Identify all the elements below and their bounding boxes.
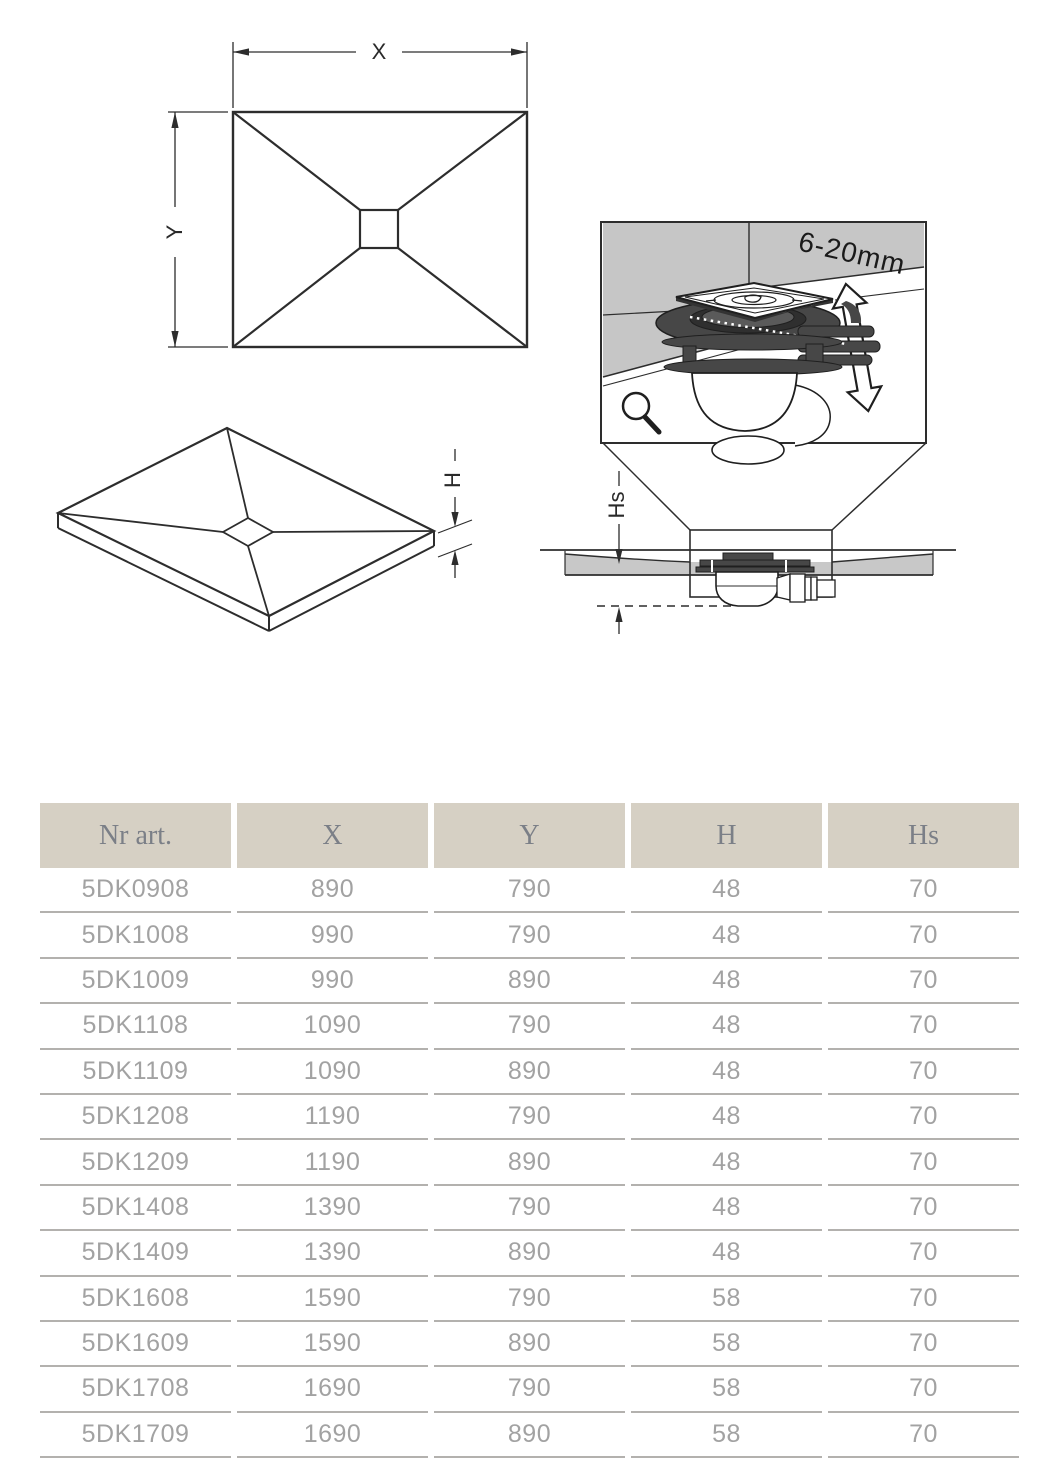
table-cell: 790 [434, 1186, 625, 1231]
column-header: X [237, 803, 428, 868]
dimension-label-hs: Hs [604, 491, 629, 519]
table-cell: 1090 [237, 1004, 428, 1049]
column-header: H [631, 803, 822, 868]
table-cell: 790 [434, 1367, 625, 1412]
table-row [40, 959, 1019, 1004]
table-cell: 890 [434, 1231, 625, 1276]
table-cell: 5DK1209 [40, 1140, 231, 1185]
column-header: Hs [828, 803, 1019, 868]
table-cell: 1390 [237, 1231, 428, 1276]
table-cell: 1590 [237, 1277, 428, 1322]
table-cell: 70 [828, 1367, 1019, 1412]
outlet-cone [777, 574, 790, 600]
table-row [40, 868, 1019, 913]
table-cell: 1690 [237, 1367, 428, 1412]
table-cell: 70 [828, 1140, 1019, 1185]
table-row [40, 913, 1019, 958]
table-cell: 1590 [237, 1322, 428, 1367]
table-cell: 890 [434, 1050, 625, 1095]
arrowhead [451, 512, 458, 527]
dimension-label-x: X [371, 39, 387, 64]
table-cell: 5DK1009 [40, 959, 231, 1004]
slope-ridge [233, 112, 360, 210]
table-body [40, 868, 1019, 1458]
table-cell: 790 [434, 1277, 625, 1322]
table-cell: 70 [828, 913, 1019, 958]
table-cell: 70 [828, 1186, 1019, 1231]
column-header: Nr art. [40, 803, 231, 868]
table-cell: 5DK1409 [40, 1231, 231, 1276]
hs-dimension [604, 471, 629, 634]
outlet-ring [811, 577, 817, 600]
table-cell: 890 [434, 1140, 625, 1185]
section-detail-drawing [540, 222, 956, 634]
table-cell: 58 [631, 1367, 822, 1412]
slope-ridge [398, 112, 527, 210]
table-cell: 48 [631, 1004, 822, 1049]
outlet-pipe-section [817, 580, 835, 597]
arrowhead [171, 331, 178, 347]
table-cell: 1090 [237, 1050, 428, 1095]
table-cell: 1190 [237, 1140, 428, 1185]
table-cell: 1390 [237, 1186, 428, 1231]
table-cell: 48 [631, 1186, 822, 1231]
table-cell: 5DK1609 [40, 1322, 231, 1367]
table-cell: 70 [828, 1413, 1019, 1458]
callout-funnel [832, 443, 926, 530]
arrowhead [451, 550, 458, 565]
table-cell: 1190 [237, 1095, 428, 1140]
table-cell: 790 [434, 1095, 625, 1140]
trap-lower-tier [712, 436, 784, 464]
table-cell: 5DK0908 [40, 868, 231, 913]
table-cell: 48 [631, 1140, 822, 1185]
dimension-label-h: H [440, 472, 465, 488]
table-row [40, 1095, 1019, 1140]
trap-section [716, 572, 778, 606]
table-cell: 5DK1208 [40, 1095, 231, 1140]
table-cell: 70 [828, 1004, 1019, 1049]
table-cell: 5DK1108 [40, 1004, 231, 1049]
table-row [40, 1050, 1019, 1095]
table-cell: 70 [828, 1231, 1019, 1276]
table-cell: 48 [631, 913, 822, 958]
table-cell: 5DK1109 [40, 1050, 231, 1095]
drain-plate-section [700, 560, 810, 566]
dimension-label-y: Y [162, 224, 187, 240]
table-cell: 890 [434, 1322, 625, 1367]
arrowhead [171, 112, 178, 128]
table-cell: 790 [434, 1004, 625, 1049]
drain-square [360, 210, 398, 248]
table-cell: 890 [237, 868, 428, 913]
table-header-row [40, 803, 1019, 868]
table-row [40, 1004, 1019, 1049]
table-cell: 790 [434, 913, 625, 958]
drain-cap-section [723, 553, 773, 560]
table-cell: 48 [631, 1095, 822, 1140]
table-cell: 48 [631, 959, 822, 1004]
top-view-drawing [162, 39, 527, 347]
table-cell: 70 [828, 1050, 1019, 1095]
slope-ridge [273, 531, 434, 532]
table-cell: 70 [828, 959, 1019, 1004]
arrowhead [615, 607, 622, 622]
table-cell: 890 [434, 959, 625, 1004]
table-row [40, 1367, 1019, 1412]
table-row [40, 1140, 1019, 1185]
table-cell: 790 [434, 868, 625, 913]
table-cell: 990 [237, 959, 428, 1004]
table-cell: 5DK1408 [40, 1186, 231, 1231]
table-row [40, 1186, 1019, 1231]
table-cell: 58 [631, 1322, 822, 1367]
table-row [40, 1413, 1019, 1458]
tray-top-face [58, 428, 434, 616]
table-cell: 990 [237, 913, 428, 958]
table-cell: 890 [434, 1413, 625, 1458]
table-cell: 58 [631, 1277, 822, 1322]
arrowhead [511, 48, 527, 55]
table-cell: 5DK1608 [40, 1277, 231, 1322]
table-cell: 48 [631, 868, 822, 913]
table-cell: 5DK1008 [40, 913, 231, 958]
iso-view-drawing [58, 428, 472, 631]
slope-ridge [398, 248, 527, 347]
outlet-ring [805, 577, 811, 600]
size-table [40, 803, 1019, 1458]
arrowhead [233, 48, 249, 55]
table-row [40, 1231, 1019, 1276]
table-row [40, 1277, 1019, 1322]
table-cell: 70 [828, 1095, 1019, 1140]
column-header: Y [434, 803, 625, 868]
table-cell: 48 [631, 1050, 822, 1095]
table-cell: 70 [828, 868, 1019, 913]
outlet-nut [790, 574, 805, 602]
table-row [40, 1322, 1019, 1367]
table-cell: 58 [631, 1413, 822, 1458]
table-cell: 1690 [237, 1413, 428, 1458]
floor-cross-section [540, 530, 956, 606]
table-cell: 5DK1708 [40, 1367, 231, 1412]
table-cell: 70 [828, 1322, 1019, 1367]
table-cell: 70 [828, 1277, 1019, 1322]
table-cell: 5DK1709 [40, 1413, 231, 1458]
tile-range-label: 6-20mm [795, 225, 909, 281]
table-cell: 48 [631, 1231, 822, 1276]
slope-ridge [233, 248, 360, 347]
